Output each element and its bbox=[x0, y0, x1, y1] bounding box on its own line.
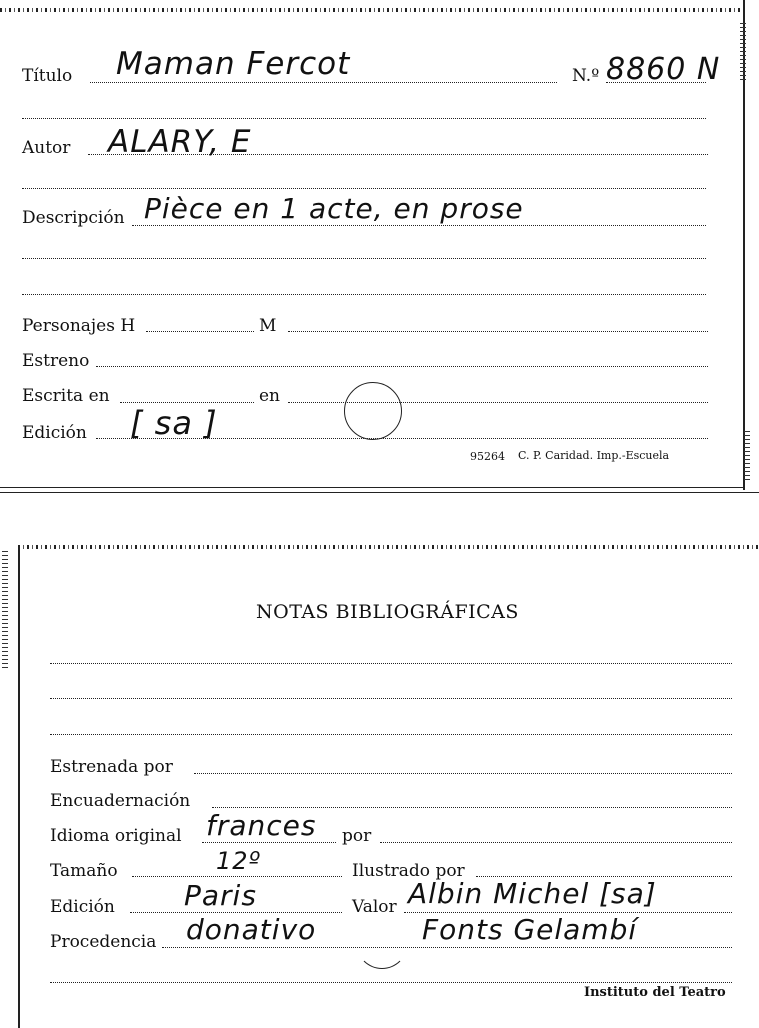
numero-label: N.º bbox=[572, 66, 600, 86]
descripcion-label: Descripción bbox=[22, 208, 125, 228]
card-top-edge bbox=[18, 545, 759, 549]
escrita-label: Escrita en bbox=[22, 386, 110, 406]
personajes-m-line bbox=[288, 331, 708, 332]
notas-line-3 bbox=[50, 734, 732, 735]
valor-value: Albin Michel [sa] bbox=[408, 877, 657, 910]
titulo-line bbox=[90, 82, 557, 83]
titulo-extra-line bbox=[22, 118, 706, 119]
escrita-en-label: en bbox=[259, 386, 281, 406]
estreno-line bbox=[96, 366, 708, 367]
estrenada-line bbox=[194, 773, 732, 774]
library-stamp bbox=[344, 382, 402, 440]
procedencia-line bbox=[162, 947, 732, 948]
procedencia-label: Procedencia bbox=[50, 932, 157, 952]
titulo-label: Título bbox=[22, 66, 73, 86]
descripcion-extra-line-2 bbox=[22, 294, 706, 295]
tamano-value: 12º bbox=[216, 847, 261, 875]
printer-code: 95264 bbox=[470, 450, 505, 463]
titulo-value: Maman Fercot bbox=[116, 46, 351, 82]
autor-label: Autor bbox=[22, 138, 71, 158]
escrita-line bbox=[120, 402, 254, 403]
numero-value: 8860 N bbox=[606, 52, 721, 87]
tamano-line bbox=[132, 876, 342, 877]
notas-line-1 bbox=[50, 663, 732, 664]
edicion-value: [ sa ] bbox=[130, 404, 218, 442]
scan-noise bbox=[744, 430, 750, 480]
idioma-value: frances bbox=[206, 809, 317, 842]
encuadernacion-line bbox=[212, 807, 732, 808]
descripcion-value: Pièce en 1 acte, en prose bbox=[144, 192, 524, 225]
card-bottom-edge bbox=[0, 487, 745, 488]
card-top-edge bbox=[0, 8, 745, 12]
procedencia-extra-value: Fonts Gelambí bbox=[422, 913, 638, 946]
tamano-label: Tamaño bbox=[50, 861, 118, 881]
idioma-por-label: por bbox=[342, 826, 372, 846]
card-left-edge bbox=[18, 545, 20, 1028]
procedencia-extra-line bbox=[50, 982, 732, 983]
edicion-back-label: Edición bbox=[50, 897, 115, 917]
personajes-h-line bbox=[146, 331, 254, 332]
ilustrado-label: Ilustrado por bbox=[352, 861, 465, 881]
encuadernacion-label: Encuadernación bbox=[50, 791, 191, 811]
idioma-line bbox=[202, 842, 336, 843]
institution-footer: Instituto del Teatro bbox=[584, 985, 726, 1000]
printer-name: C. P. Caridad. Imp.-Escuela bbox=[518, 449, 670, 462]
valor-label: Valor bbox=[352, 897, 397, 917]
library-stamp-partial bbox=[356, 917, 408, 969]
descripcion-extra-line-1 bbox=[22, 258, 706, 259]
estrenada-label: Estrenada por bbox=[50, 757, 173, 777]
personajes-label: Personajes H bbox=[22, 316, 136, 336]
scan-noise bbox=[740, 20, 746, 80]
idioma-por-line bbox=[380, 842, 732, 843]
estreno-label: Estreno bbox=[22, 351, 90, 371]
catalog-card-back bbox=[18, 545, 759, 1028]
idioma-label: Idioma original bbox=[50, 826, 182, 846]
notas-line-2 bbox=[50, 698, 732, 699]
catalog-card-front bbox=[0, 0, 745, 490]
edicion-back-value: Paris bbox=[184, 879, 257, 912]
notas-title: NOTAS BIBLIOGRÁFICAS bbox=[256, 601, 519, 623]
personajes-m-label: M bbox=[259, 316, 277, 336]
autor-extra-line bbox=[22, 188, 706, 189]
descripcion-line bbox=[132, 225, 706, 226]
procedencia-value: donativo bbox=[186, 913, 317, 946]
scan-noise bbox=[2, 548, 8, 668]
scan-edge bbox=[0, 492, 759, 493]
autor-value: ALARY, E bbox=[108, 124, 252, 160]
edicion-label: Edición bbox=[22, 423, 87, 443]
